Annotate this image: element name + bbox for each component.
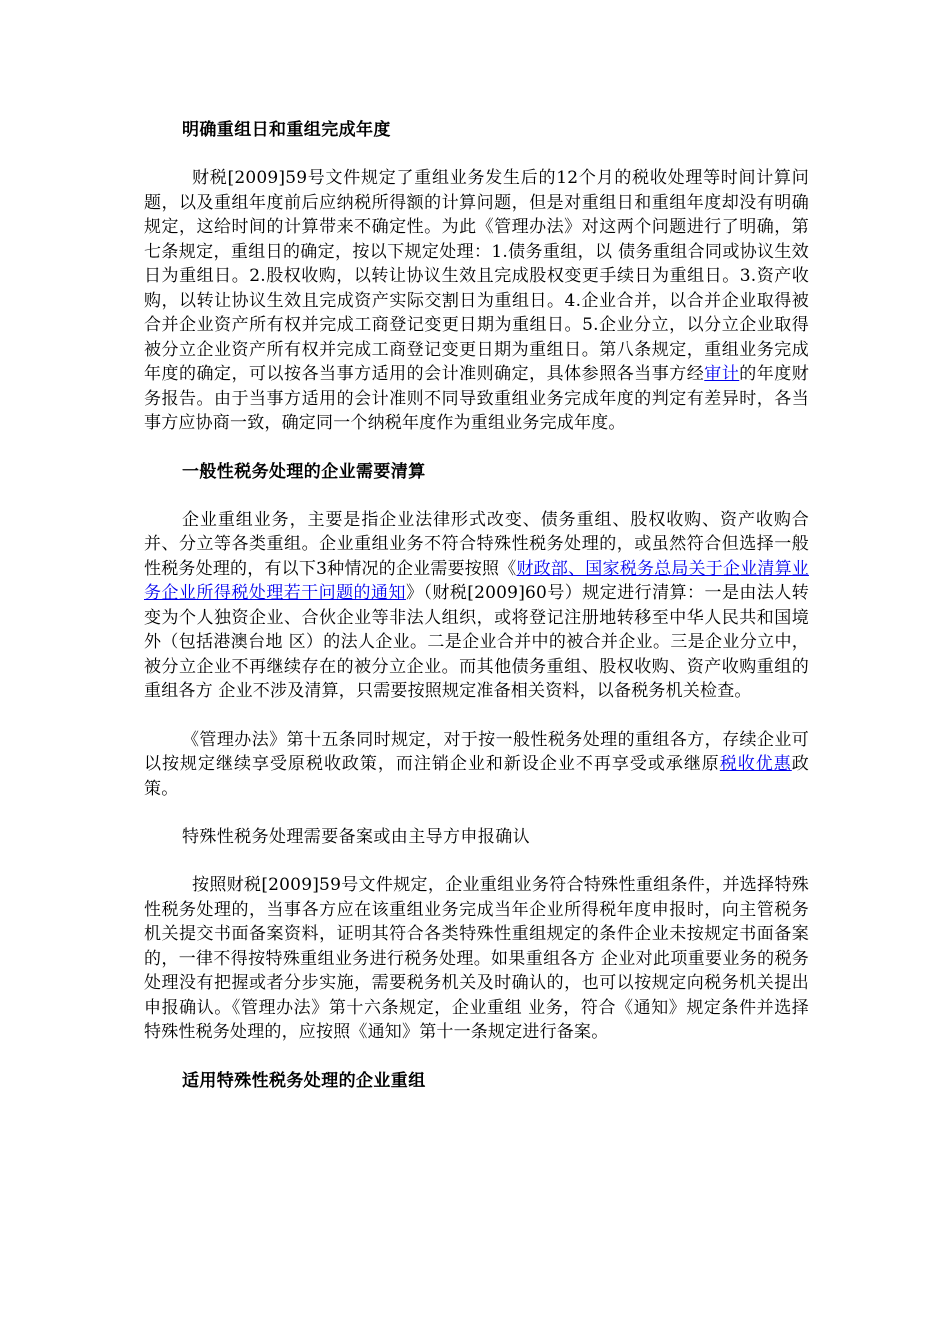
- paragraph-text: 的年度财务报告。由于当事方适用的会计准则不同导致重组业务完成年度的判定有差异时，各当事方应协商一致，确定同一个纳税年度作为重组业务完成年度。: [144, 364, 809, 433]
- paragraph-text: 企业重组业务，主要是指企业法律形式改变、债务重组、股权收购、资产收购合并、分立等各类重组。企业重组业务不符合特殊性税务处理的，或虽然符合但选择一般性税务处理的，有以下3种情况的企业需要按照《: [144, 509, 809, 579]
- paragraph-text: 》（财税[2009]60号）规定进行清算：一是由法人转变为个人独资企业、合伙企业等非法人组织，或将登记注册地转移至中华人民共和国境外（包括港澳台地 区）的法人企业。二是企业合并中的被合并企业。三是企业分立中，被分立企业不再继续存在的被分立企业。而其他债务重组、股权收购、资产收购重组的重组各方 企业不涉及清算，只需要按照规定准备相关资料，以备税务机关检查。: [144, 583, 810, 701]
- paragraph-general-tax-liquidation: [144, 508, 809, 704]
- audit-link[interactable]: 审计: [704, 364, 740, 384]
- section-heading-special-tax-restructuring: 适用特殊性税务处理的企业重组: [182, 1070, 426, 1091]
- paragraph-special-tax-filing: 按照财税[2009]59号文件规定，企业重组业务符合特殊性重组条件，并选择特殊性税务处理的，当事各方应在该重组业务完成当年企业所得税年度申报时，向主管税务机关提交书面备案资料，证明其符合各类特殊性重组规定的条件企业未按规定书面备案的，一律不得按特殊重组业务进行税务处理。如果重组各方 企业对此项重要业务的税务处理没有把握或者分步实施，需要税务机关及时确认的，也可以按规定向税务机关提出申报确认。《管理办法》第十六条规定，企业重组 业务，符合《通知》规定条件并选择特殊性税务处理的，应按照《通知》第十一条规定进行备案。: [144, 875, 809, 1042]
- liquidation-notice-link[interactable]: 财政部、国家税务总局关于企业清算业务企业所得税处理若干问题的通知: [144, 558, 809, 603]
- section-heading-general-tax-liquidation: 一般性税务处理的企业需要清算: [182, 461, 426, 482]
- section-heading-special-tax-filing: 特殊性税务处理需要备案或由主导方申报确认: [182, 827, 530, 847]
- paragraph-management-measures-article15: [144, 728, 809, 802]
- paragraph-text: 财税[2009]59号文件规定了重组业务发生后的12个月的税收处理等时间计算问题，以及重组年度前后应纳税所得额的计算问题，但是对重组日和重组年度却没有明确规定，这给时间的计算带来不确定性。为此《管理办法》对这两个问题进行了明确，第七条规定，重组日的确定，按以下规定处理：1.债务重组，以 债务重组合同或协议生效日为重组日。2.股权收购，以转让协议生效且完成股权变更手续日为重组日。3.资产收购，以转让协议生效且完成资产实际交割日为重组日。4.企业合并，以合并企业取得被合并企业资产所有权并完成工商登记变更日期为重组日。5.企业分立，以分立企业取得被分立企业资产所有权并完成工商登记变更日期为重组日。第八条规定，重组业务完成年度的确定，可以按各当事方适用的会计准则确定，具体参照各当事方经: [144, 168, 809, 384]
- tax-incentive-link[interactable]: 税收优惠: [719, 754, 792, 774]
- paragraph-text: 《管理办法》第十五条同时规定，对于按一般性税务处理的重组各方，存续企业可以按规定继续享受原税收政策，而注销企业和新设企业不再享受或承继原: [144, 729, 809, 774]
- document-page: [144, 118, 809, 1117]
- paragraph-text: 政策。: [144, 754, 809, 799]
- section-heading-restructuring-date: 明确重组日和重组完成年度: [182, 120, 391, 140]
- paragraph-restructuring-date: [144, 166, 809, 436]
